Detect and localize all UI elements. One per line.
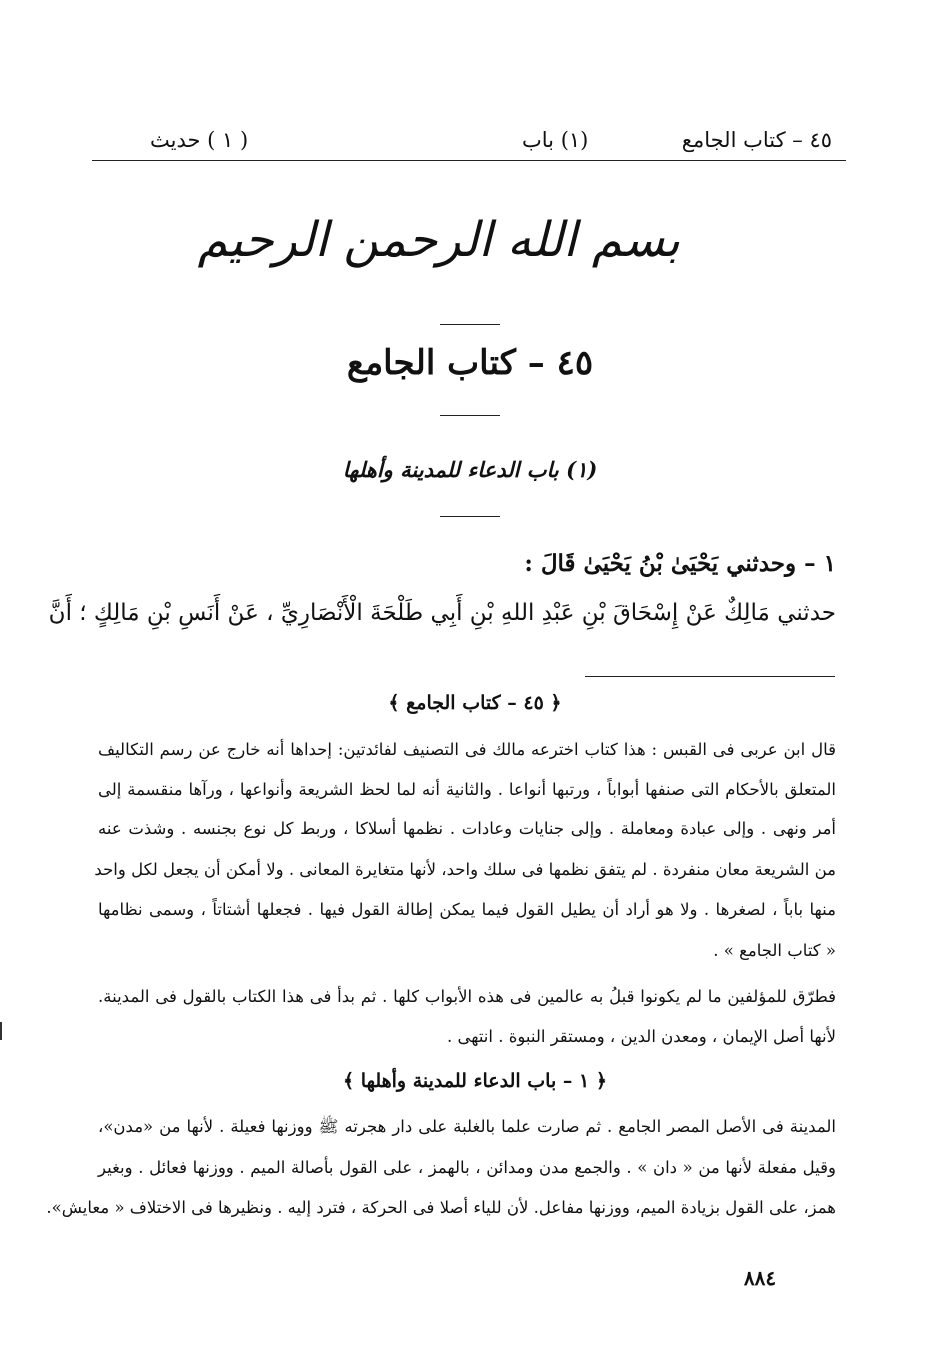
- commentary-line: « كتاب الجامع » .: [713, 941, 836, 960]
- running-header-book: ٤٥ – كتاب الجامع: [681, 128, 832, 152]
- scan-edge-mark: [0, 1022, 2, 1040]
- book-title: ٤٥ – كتاب الجامع: [346, 343, 594, 383]
- hadith-line: حدثني مَالِكٌ عَنْ إِسْحَاقَ بْنِ عَبْدِ اللهِ بْنِ أَبِي طَلْحَةَ الْأَنْصَارِيِّ ، عَنْ أَنَسِ بْنِ مَالِكٍ ؛ أَنَّ: [48, 600, 836, 626]
- commentary-heading: ﴿ ١ – باب الدعاء للمدينة وأهلها ﴾: [343, 1070, 607, 1092]
- running-header: [92, 128, 846, 162]
- page-number: ٨٨٤: [743, 1266, 777, 1290]
- footnote-rule: [585, 676, 835, 677]
- commentary-line: لأنها أصل الإيمان ، ومعدن الدين ، ومستقر النبوة . انتهى .: [446, 1027, 836, 1046]
- header-rule: [92, 160, 846, 161]
- divider-rule: [440, 415, 500, 416]
- commentary-line: قال ابن عربى فى القبس : هذا كتاب اخترعه مالك فى التصنيف لفائدتين: إحداها أنه خارج عن رسم التكاليف: [98, 740, 836, 759]
- divider-rule: [440, 516, 500, 517]
- basmala: بسم الله الرحمن الرحيم: [197, 212, 680, 268]
- commentary-heading: ﴿ ٤٥ – كتاب الجامع ﴾: [388, 692, 562, 714]
- commentary-line: فطرّق للمؤلفين ما لم يكونوا قبلُ به عالمين فى هذه الأبواب كلها . ثم بدأ فى هذا الكتاب بالقول فى المدينة.: [98, 987, 836, 1006]
- commentary-line: من الشريعة معان منفردة . لم يتفق نظمها فى سلك واحد، لأنها متغايرة المعانى . ولا أمكن أن يجعل لكل واحد: [94, 860, 836, 879]
- hadith-line: ١ – وحدثني يَحْيَىٰ بْنُ يَحْيَىٰ قَالَ :: [524, 550, 836, 577]
- commentary-line: المدينة فى الأصل المصر الجامع . ثم صارت علما بالغلبة على دار هجرته ﷺ ووزنها فعيلة . لأنها من «مدن»،: [98, 1117, 836, 1136]
- commentary-line: أمر ونهى . وإلى عبادة ومعاملة . وإلى جنايات وعادات . نظمها أسلاكا ، وربط كل نوع بجنسه . وشذت عنه: [98, 819, 836, 838]
- running-header-chapter: (١) باب: [522, 128, 589, 152]
- divider-rule: [440, 324, 500, 325]
- commentary-line: وقيل مفعلة لأنها من « دان » . والجمع مدن ومدائن ، بالهمز ، على القول بأصالة الميم . ووزنها فعائل . وبغير: [98, 1158, 836, 1177]
- commentary-line: منها باباً ، لصغرها . ولا هو أراد أن يطيل القول فيما يمكن إطالة القول فيها . فجعلها أشتاتاً ، وسمى نظامها: [98, 900, 836, 919]
- commentary-line: همز، على القول بزيادة الميم، ووزنها مفاعل. لأن للياء أصلا فى الحركة ، فترد إليه . ونظيرها فى الاختلاف « معايش».: [46, 1198, 836, 1217]
- running-header-hadith: ( ١ ) حديث: [150, 128, 249, 152]
- commentary-line: المتعلق بالأحكام التى صنفها أبواباً ، ورتبها أنواعا . والثانية أنه لما لحظ الشريعة وأنواعها ، ورآها منقسمة إلى: [98, 780, 836, 799]
- chapter-title: (١) باب الدعاء للمدينة وأهلها: [342, 457, 598, 482]
